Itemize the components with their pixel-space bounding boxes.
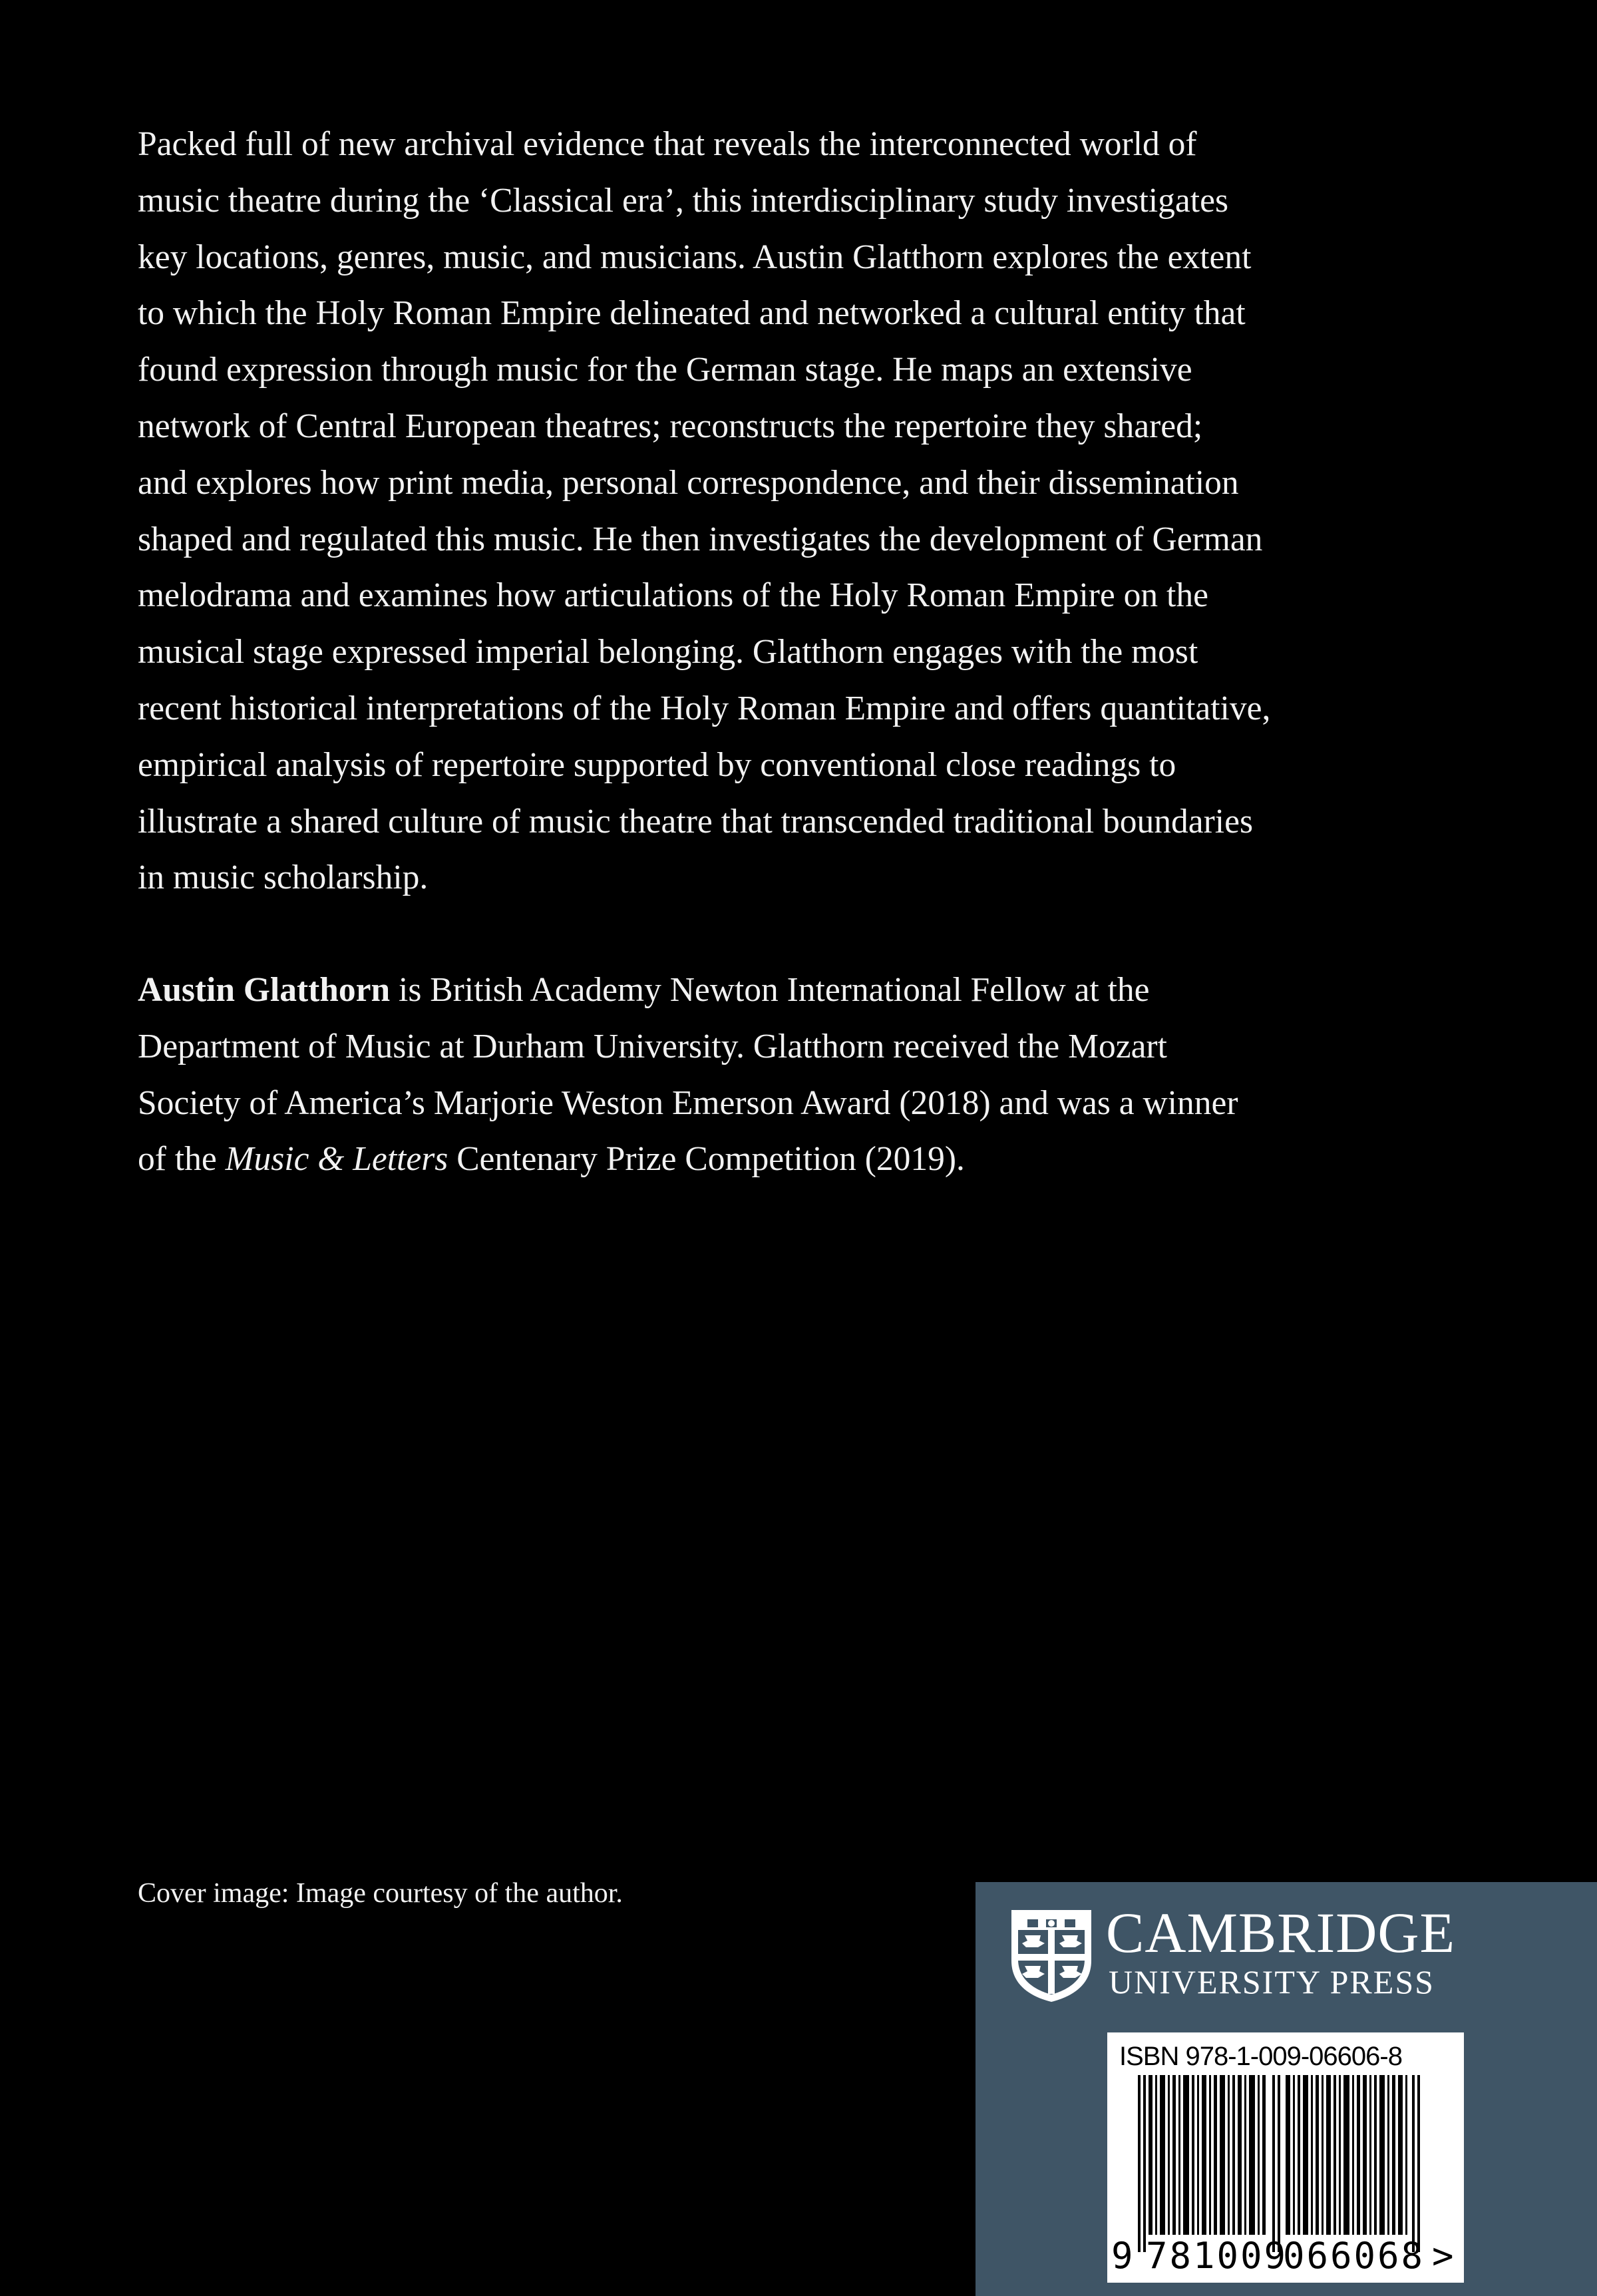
blurb-line: illustrate a shared culture of music theatre that transcended traditional boundaries (138, 802, 1253, 841)
blurb-line: in music scholarship. (138, 859, 429, 897)
blurb-line: found expression through music for the German stage. He maps an extensive (138, 351, 1192, 389)
university-crest-icon (1009, 1907, 1094, 2003)
ean-right-group: 066068 (1283, 2235, 1425, 2277)
isbn-label: ISBN 978-1-009-06606-8 (1119, 2042, 1402, 2071)
blurb-line: music theatre during the ‘Classical era’, this interdisciplinary study investigates (138, 181, 1228, 220)
blurb-line: Packed full of new archival evidence that reveals the interconnected world of (138, 125, 1197, 163)
publisher-panel (976, 1882, 1597, 2296)
publisher-subtitle: UNIVERSITY PRESS (1109, 1963, 1435, 2001)
blurb-line: shaped and regulated this music. He then investigates the development of German (138, 520, 1263, 558)
ean-quiet-zone-marker: > (1432, 2235, 1454, 2277)
bio-line: Department of Music at Durham University. Glatthorn received the Mozart (138, 1027, 1167, 1065)
ean-left-group: 781009 (1146, 2235, 1288, 2277)
author-name: Austin Glatthorn (138, 971, 391, 1009)
blurb-line: and explores how print media, personal correspondence, and their dissemination (138, 463, 1239, 502)
blurb-paragraph (138, 116, 1369, 906)
blurb-line: musical stage expressed imperial belonging. Glatthorn engages with the most (138, 633, 1198, 671)
blurb-line: key locations, genres, music, and musicians. Austin Glatthorn explores the extent (138, 238, 1252, 276)
blurb-line: network of Central European theatres; reconstructs the repertoire they shared; (138, 407, 1203, 445)
author-bio (138, 962, 1369, 1188)
bio-text: is British Academy Newton International Fellow at the (390, 971, 1150, 1009)
bio-line: Society of America’s Marjorie Weston Emerson Award (2018) and was a winner (138, 1083, 1238, 1122)
bio-text: of the (138, 1140, 226, 1179)
cover-image-credit: Cover image: Image courtesy of the author. (138, 1878, 623, 1909)
ean-first-digit: 9 (1111, 2235, 1133, 2277)
journal-title: Music & Letters (225, 1140, 448, 1179)
bio-text: Centenary Prize Competition (2019). (448, 1140, 965, 1179)
blurb-line: empirical analysis of repertoire supported by conventional close readings to (138, 745, 1176, 784)
bio-line (138, 962, 1369, 1019)
bio-line (138, 1131, 1369, 1188)
isbn-barcode (1107, 2032, 1464, 2283)
blurb-line: recent historical interpretations of the Holy Roman Empire and offers quantitative, (138, 689, 1271, 727)
publisher-name: CAMBRIDGE (1106, 1901, 1456, 1965)
blurb-line: melodrama and examines how articulations of the Holy Roman Empire on the (138, 576, 1208, 615)
blurb-line: to which the Holy Roman Empire delineated and networked a cultural entity that (138, 294, 1246, 333)
ean-digits (1107, 2235, 1464, 2277)
